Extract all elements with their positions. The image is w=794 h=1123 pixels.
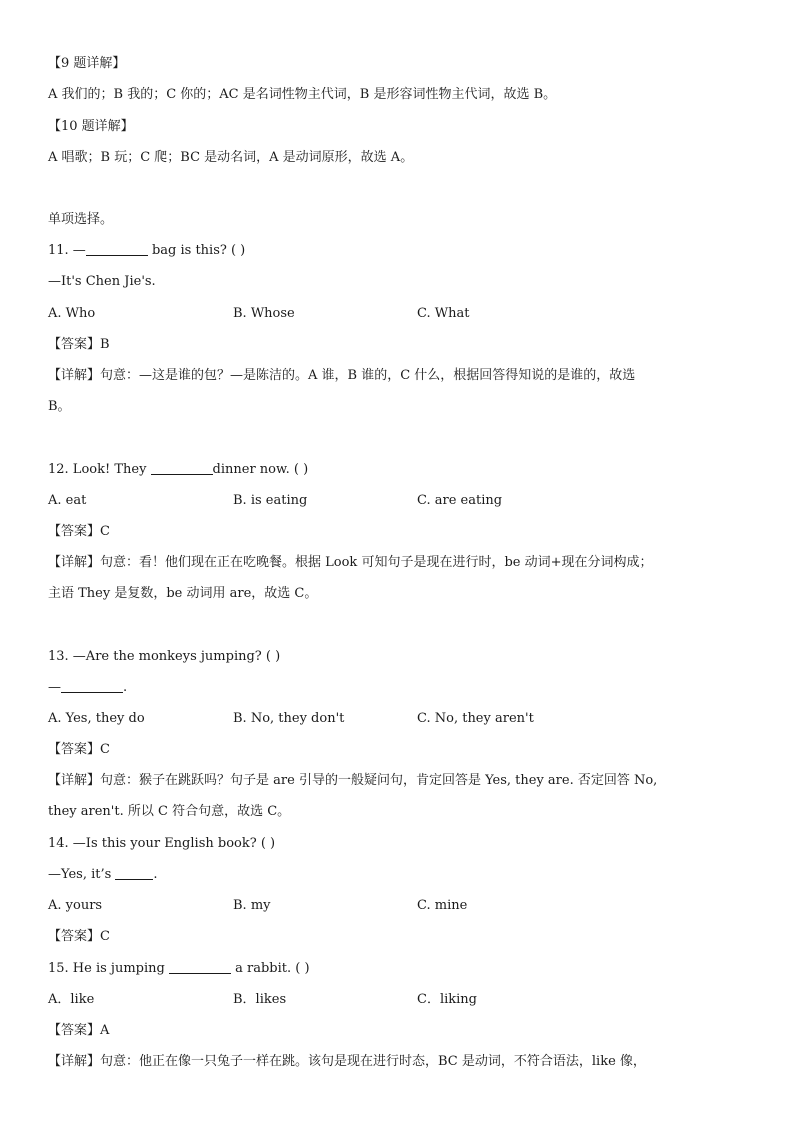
answer-value: C [100,929,110,944]
question-13-answer [48,741,110,759]
question-11-detail [48,367,635,385]
detail-label: 【详解】 [48,773,101,788]
question-11-option-b: B. Whose [233,306,295,321]
q10-detail-text: A 唱歌；B 玩；C 爬；BC 是动名词，A 是动词原形，故选 A。 [48,150,414,165]
detail-label: 【详解】 [48,368,101,383]
question-11-option-c: C. What [417,306,470,321]
question-12-suffix: dinner now. ( ) [212,462,309,477]
question-13-line2-suffix: . [123,680,128,695]
answer-label: 【答案】 [48,1023,101,1038]
question-13-detail-cont: they aren't. 所以 C 符合句意，故选 C。 [48,804,291,819]
question-12-answer [48,523,110,541]
question-14-option-c: C. mine [417,898,468,913]
question-15-stem [48,960,310,978]
answer-blank [151,461,213,475]
question-14-option-a: A. yours [48,898,103,913]
detail-label: 【详解】 [48,1054,101,1069]
detail-text: 句意：他正在像一只兔子一样在跳。该句是现在进行时态，BC 是动词，不符合语法，like 像， [100,1054,646,1069]
question-14-line2 [48,866,158,884]
answer-value: A [100,1023,110,1038]
question-11-answer [48,336,110,354]
question-15-option-c: C．liking [417,992,477,1007]
question-12-detail [48,554,653,572]
question-11-detail-cont: B。 [48,399,71,414]
q9-detail-header: 【9 题详解】 [48,56,126,71]
answer-value: C [100,742,110,757]
question-15-option-a: A．like [48,992,95,1007]
answer-label: 【答案】 [48,337,101,352]
question-11-option-a: A. Who [48,306,96,321]
answer-label: 【答案】 [48,742,101,757]
answer-blank [115,866,153,880]
question-13-option-b: B. No, they don't [233,711,345,726]
answer-blank [169,960,231,974]
question-13-detail [48,772,657,790]
answer-value: C [100,524,110,539]
question-15-suffix: a rabbit. ( ) [235,961,310,976]
question-12-detail-cont: 主语 They 是复数，be 动词用 are，故选 C。 [48,586,318,601]
answer-blank [86,242,148,256]
question-11-line2: —It's Chen Jie's. [48,274,156,289]
question-13-option-a: A. Yes, they do [48,711,145,726]
answer-value: B [100,337,110,352]
question-14-answer [48,928,110,946]
question-13-line2 [48,679,127,697]
answer-label: 【答案】 [48,929,101,944]
question-15-prefix: 15. He is jumping [48,961,169,976]
question-15-detail [48,1053,646,1071]
question-11-stem [48,242,245,260]
question-12-option-b: B. is eating [233,493,308,508]
detail-label: 【详解】 [48,555,101,570]
question-14-line2-prefix: —Yes, it’s [48,867,116,882]
detail-text: 句意：看！他们现在正在吃晚餐。根据 Look 可知句子是现在进行时，be 动词+现在分词构成； [100,555,653,570]
detail-text: 句意：猴子在跳跃吗？句子是 are 引导的一般疑问句，肯定回答是 Yes, they are. 否定回答 No, [100,773,658,788]
q10-detail-header: 【10 题详解】 [48,119,134,134]
question-13-option-c: C. No, they aren't [417,711,534,726]
question-13-line2-prefix: — [48,680,61,695]
question-15-option-b: B．likes [233,992,287,1007]
answer-blank [61,679,123,693]
detail-text: 句意：—这是谁的包？—是陈洁的。A 谁，B 谁的，C 什么，根据回答得知说的是谁的，故选 [100,368,636,383]
question-12-stem [48,461,308,479]
question-12-option-c: C. are eating [417,493,503,508]
question-11-prefix: 11. — [48,243,86,258]
question-14-stem: 14. —Is this your English book? ( ) [48,836,276,851]
question-13-stem: 13. —Are the monkeys jumping? ( ) [48,649,281,664]
question-14-option-b: B. my [233,898,271,913]
question-11-suffix: bag is this? ( ) [151,243,246,258]
question-14-line2-suffix: . [153,867,158,882]
question-12-prefix: 12. Look! They [48,462,151,477]
q9-detail-text: A 我们的；B 我的；C 你的；AC 是名词性物主代词，B 是形容词性物主代词，故选 B。 [48,87,557,102]
answer-label: 【答案】 [48,524,101,539]
question-15-answer [48,1022,109,1040]
section-title: 单项选择。 [48,212,114,227]
question-12-option-a: A. eat [48,493,87,508]
